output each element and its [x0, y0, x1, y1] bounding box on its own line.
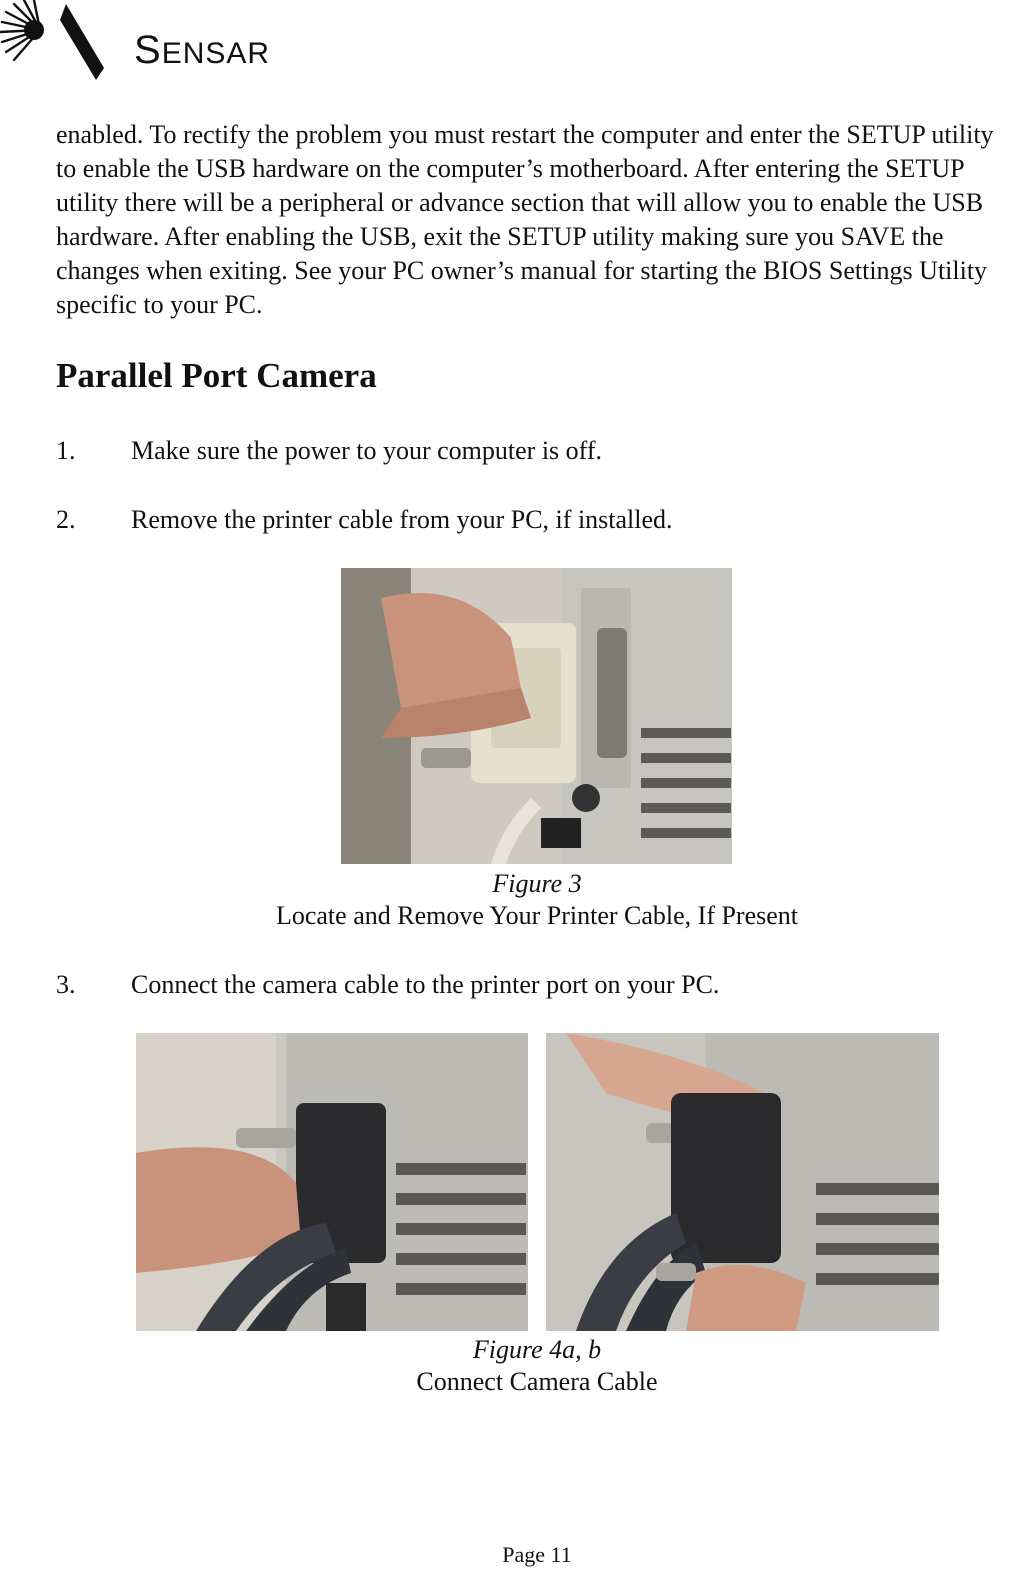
- step-text: Make sure the power to your computer is off.: [131, 436, 603, 465]
- figure-4b-photo: [546, 1033, 939, 1331]
- figure-4a-photo: [136, 1033, 528, 1331]
- step-text: Connect the camera cable to the printer port on your PC.: [131, 970, 720, 999]
- figure-3-label: Figure 3: [492, 869, 582, 898]
- sensar-logo-icon: [0, 0, 110, 86]
- section-heading: Parallel Port Camera: [56, 356, 377, 395]
- figure-3-photo: [341, 568, 732, 864]
- sensar-wordmark: SENSAR: [134, 28, 271, 72]
- figure-4-label: Figure 4a, b: [472, 1335, 602, 1364]
- intro-paragraph: enabled. To rectify the problem you must restart the computer and enter the SETUP utility to enable the USB hardware on the computer’s motherboard. After entering the SETUP utility there will be a peripheral or advance section that will allow you to enable the USB hardware. After enabling the USB, exit the SETUP utility making sure you SAVE the changes when exiting. See your PC owner’s manual for starting the BIOS Settings Utility specific to your PC.: [56, 120, 994, 319]
- step-number: 2.: [56, 505, 76, 534]
- page-number: Page 11: [502, 1542, 572, 1567]
- step-text: Remove the printer cable from your PC, if installed.: [131, 505, 673, 534]
- figure-4-caption: Connect Camera Cable: [416, 1367, 658, 1396]
- step-number: 3.: [56, 970, 76, 999]
- figure-3-caption: Locate and Remove Your Printer Cable, If Present: [275, 901, 799, 930]
- step-number: 1.: [56, 436, 76, 465]
